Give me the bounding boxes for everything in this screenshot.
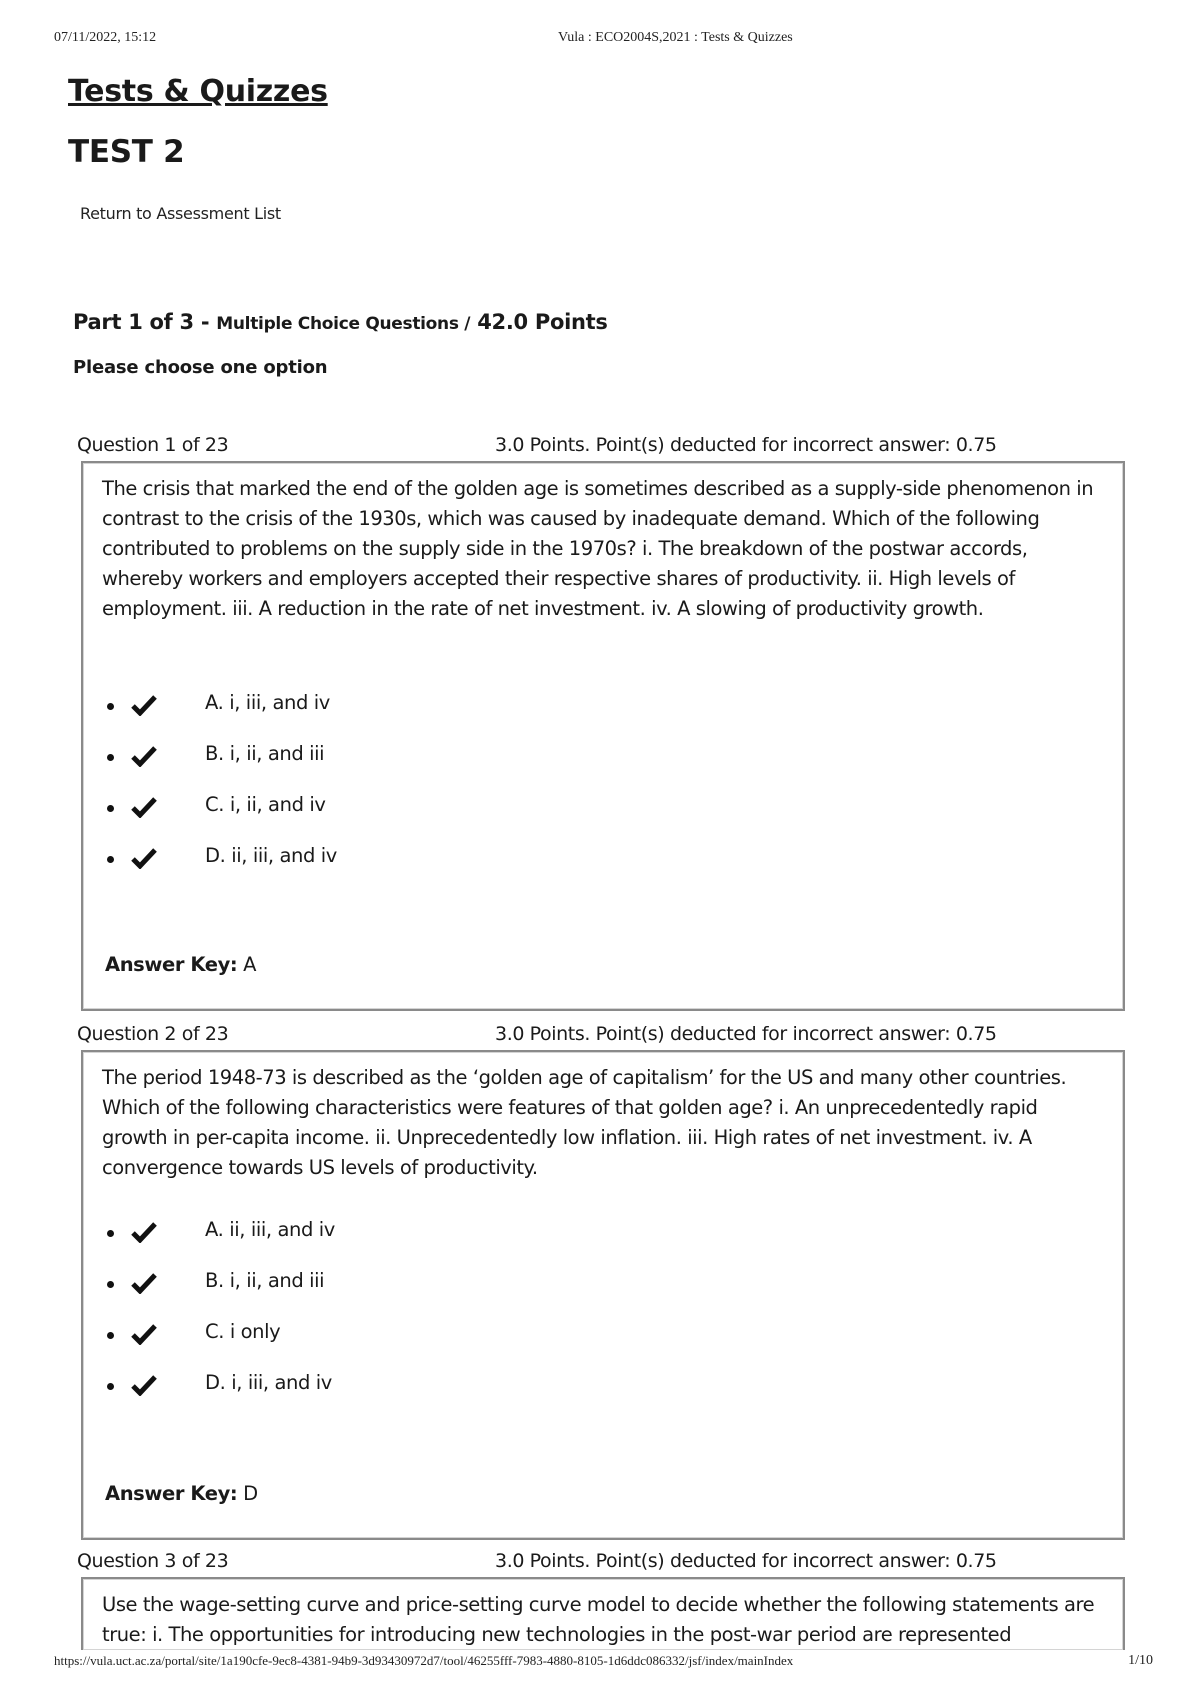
question-points: 3.0 Points. Point(s) deducted for incorrect answer: 0.75 <box>495 434 997 456</box>
check-icon <box>131 1374 157 1396</box>
return-to-assessment-list-link[interactable]: Return to Assessment List <box>80 204 281 223</box>
test-title: TEST 2 <box>68 134 185 170</box>
bullet-dot <box>107 703 114 710</box>
check-icon <box>131 1323 157 1345</box>
option-label: C. i only <box>205 1320 281 1343</box>
option-label: B. i, ii, and iii <box>205 1269 325 1292</box>
part-header <box>73 310 608 334</box>
question-header <box>77 434 1037 458</box>
print-footer <box>0 1653 1200 1673</box>
answer-option[interactable] <box>83 1218 1083 1269</box>
answer-key-value: A <box>243 953 257 976</box>
answer-key <box>105 1482 258 1505</box>
option-label: A. i, iii, and iv <box>205 691 330 714</box>
option-label: D. ii, iii, and iv <box>205 844 337 867</box>
part-subtitle: Multiple Choice Questions / <box>216 314 471 334</box>
option-label: D. i, iii, and iv <box>205 1371 332 1394</box>
bullet-dot <box>107 1230 114 1237</box>
question-number: Question 3 of 23 <box>77 1550 229 1572</box>
print-header <box>0 30 1200 50</box>
question-points: 3.0 Points. Point(s) deducted for incorrect answer: 0.75 <box>495 1550 997 1572</box>
question-box <box>81 1577 1125 1650</box>
bullet-dot <box>107 1332 114 1339</box>
print-url: https://vula.uct.ac.za/portal/site/1a190cfe-9ec8-4381-94b9-3d93430972d7/tool/46255fff-7983-4880-8105-1d6ddc086332/jsf/index/mainIndex <box>54 1653 794 1668</box>
question-number: Question 2 of 23 <box>77 1023 229 1045</box>
check-icon <box>131 847 157 869</box>
check-icon <box>131 694 157 716</box>
answer-option[interactable] <box>83 844 1083 895</box>
check-icon <box>131 745 157 767</box>
question-header <box>77 1550 1037 1574</box>
answer-key-value: D <box>243 1482 258 1505</box>
answer-option[interactable] <box>83 1320 1083 1371</box>
check-icon <box>131 796 157 818</box>
bullet-dot <box>107 1383 114 1390</box>
answer-option[interactable] <box>83 1269 1083 1320</box>
question-text: The crisis that marked the end of the golden age is sometimes described as a supply-side phenomenon in contrast to the crisis of the 1930s, which was caused by inadequate demand. Which of the following contributed to problems on the supply side in the 1970s? i. The breakdown of the postwar accords, whereby workers and employers accepted their respective shares of productivity. ii. High levels of employment. iii. A reduction in the rate of net investment. iv. A slowing of productivity growth. <box>102 477 1094 620</box>
question-header <box>77 1023 1037 1047</box>
answer-key-label: Answer Key: <box>105 1482 238 1505</box>
bullet-dot <box>107 805 114 812</box>
answer-option[interactable] <box>83 742 1083 793</box>
print-datetime: 07/11/2022, 15:12 <box>54 30 157 45</box>
answer-key-label: Answer Key: <box>105 953 238 976</box>
answer-options <box>83 691 1083 895</box>
print-page-number: 1/10 <box>1128 1653 1153 1668</box>
option-label: C. i, ii, and iv <box>205 793 326 816</box>
site-title[interactable]: Tests & Quizzes <box>68 74 328 109</box>
question-text: The period 1948-73 is described as the ‘golden age of capitalism’ for the US and many other countries. Which of the following characteristics were features of that golden age? i. An unprecedentedly rapid growth in per-capita income. ii. Unprecedentedly low inflation. iii. High rates of net investment. iv. A convergence towards US levels of productivity. <box>102 1066 1067 1179</box>
question-box <box>81 1050 1125 1540</box>
check-icon <box>131 1221 157 1243</box>
answer-key <box>105 953 256 976</box>
question-points: 3.0 Points. Point(s) deducted for incorrect answer: 0.75 <box>495 1023 997 1045</box>
answer-option[interactable] <box>83 691 1083 742</box>
question-text: Use the wage-setting curve and price-setting curve model to decide whether the following statements are true: i. The opportunities for introducing new technologies in the post-war period are represented <box>102 1593 1095 1646</box>
part-points: 42.0 Points <box>477 310 608 334</box>
print-page-title: Vula : ECO2004S,2021 : Tests & Quizzes <box>558 30 793 45</box>
bullet-dot <box>107 1281 114 1288</box>
bullet-dot <box>107 856 114 863</box>
question-box <box>81 461 1125 1011</box>
answer-option[interactable] <box>83 793 1083 844</box>
option-label: A. ii, iii, and iv <box>205 1218 335 1241</box>
check-icon <box>131 1272 157 1294</box>
part-label: Part 1 of 3 - <box>73 310 210 334</box>
bullet-dot <box>107 754 114 761</box>
answer-option[interactable] <box>83 1371 1083 1422</box>
answer-options <box>83 1218 1083 1422</box>
question-number: Question 1 of 23 <box>77 434 229 456</box>
option-label: B. i, ii, and iii <box>205 742 325 765</box>
part-instruction: Please choose one option <box>73 357 328 378</box>
